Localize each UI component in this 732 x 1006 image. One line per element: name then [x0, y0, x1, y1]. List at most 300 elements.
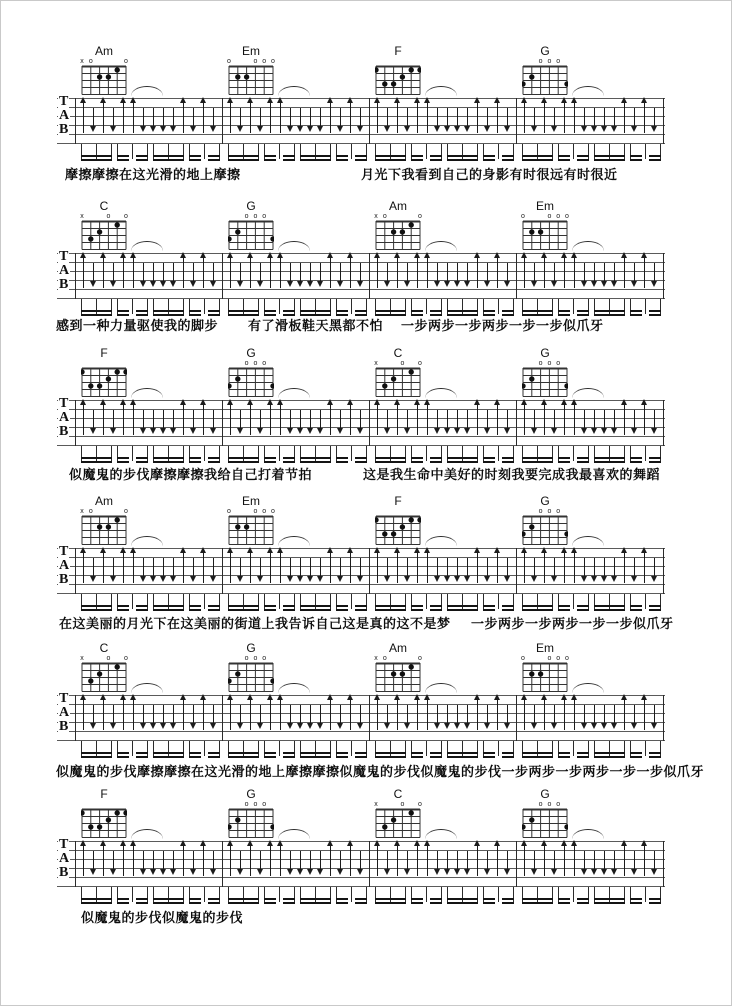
strum-down-arrow — [634, 108, 635, 127]
strum-down-arrow — [407, 851, 408, 870]
chord-open-string-markers — [522, 360, 568, 367]
beam-group — [228, 299, 259, 316]
finger-dot — [409, 222, 414, 227]
strum-down-arrow — [467, 705, 468, 724]
chord-label: F — [394, 494, 402, 508]
strum-down-arrow — [310, 410, 311, 429]
strum-down-arrow — [654, 410, 655, 429]
beam-bar — [117, 457, 129, 460]
slur-arc — [572, 86, 604, 96]
finger-dot — [417, 67, 421, 72]
finger-dot — [529, 74, 534, 79]
strum-up-arrow — [477, 404, 478, 435]
strum-down-arrow — [143, 705, 144, 724]
finger-dot — [391, 671, 396, 676]
beam-bar — [502, 457, 514, 460]
beam-group — [117, 741, 148, 758]
tab-letter: A — [59, 851, 70, 866]
beam-bar — [189, 752, 201, 755]
tab-staff — [57, 249, 665, 299]
strum-up-arrow — [270, 404, 271, 435]
beam-bar — [411, 159, 423, 162]
strum-up-arrow — [103, 699, 104, 730]
chord-diagram — [228, 642, 274, 698]
slur-arc — [425, 388, 457, 398]
strum-up-arrow — [564, 404, 565, 435]
beam-bar — [558, 609, 570, 612]
chord-open-string-markers — [375, 360, 421, 367]
beam-bar — [228, 898, 259, 901]
beam-bar — [153, 310, 184, 313]
strum-down-arrow — [447, 263, 448, 282]
strum-down-arrow — [143, 108, 144, 127]
finger-dot — [375, 67, 379, 72]
finger-dot — [564, 824, 568, 829]
beam-bar — [630, 159, 642, 162]
strum-up-arrow — [270, 102, 271, 133]
finger-dot — [97, 671, 102, 676]
beam-bar — [649, 902, 661, 905]
beam-bar — [153, 605, 184, 608]
beam-group — [483, 887, 514, 904]
strum-up-arrow — [103, 404, 104, 435]
strum-down-arrow — [240, 705, 241, 724]
beam-bar — [649, 159, 661, 162]
strum-down-arrow — [554, 263, 555, 282]
slur-arc — [425, 86, 457, 96]
beam-group — [228, 594, 259, 611]
beam-bar — [264, 159, 276, 162]
strum-down-arrow — [604, 410, 605, 429]
strum-up-arrow — [103, 257, 104, 288]
strum-up-arrow — [270, 257, 271, 288]
strum-up-arrow — [477, 257, 478, 288]
barline — [75, 548, 76, 594]
strum-down-arrow — [614, 410, 615, 429]
strum-down-arrow — [457, 851, 458, 870]
beam-bar — [81, 159, 112, 162]
strum-down-arrow — [153, 558, 154, 577]
lyric-line: 在这美丽的月光下在这美丽的街道上我告诉自己这是真的这不是梦 — [59, 616, 451, 631]
strum-down-arrow — [300, 263, 301, 282]
open-string-marker: o — [382, 655, 387, 662]
beam-bar — [594, 310, 625, 313]
finger-dot — [270, 236, 274, 241]
finger-dot — [522, 81, 526, 86]
chord-label: G — [540, 494, 550, 508]
beam-bar — [153, 756, 184, 759]
strum-down-arrow — [594, 851, 595, 870]
open-string-marker: o — [262, 801, 267, 808]
beam-bar — [264, 609, 276, 612]
beam-bar — [630, 461, 642, 464]
beam-bar — [502, 756, 514, 759]
finger-dot — [97, 824, 102, 829]
slur-arc — [278, 683, 310, 693]
open-string-marker: o — [262, 213, 267, 220]
finger-dot — [228, 678, 232, 683]
strum-down-arrow — [634, 851, 635, 870]
finger-dot — [235, 229, 240, 234]
staff-line — [57, 134, 665, 135]
beam-bar — [375, 457, 406, 460]
strum-down-arrow — [487, 558, 488, 577]
strum-up-arrow — [544, 404, 545, 435]
strum-down-arrow — [320, 410, 321, 429]
chord-open-string-markers — [522, 213, 568, 220]
beam-bar — [594, 756, 625, 759]
beam-bar — [649, 609, 661, 612]
strum-up-arrow — [544, 699, 545, 730]
beam-bar — [136, 898, 148, 901]
beam-bar — [189, 159, 201, 162]
beam-bar — [630, 314, 642, 317]
beam-bar — [558, 902, 570, 905]
strum-down-arrow — [153, 851, 154, 870]
open-string-marker: x — [374, 801, 378, 808]
beam-bar — [355, 756, 367, 759]
barline — [222, 98, 223, 144]
strum-down-arrow — [93, 558, 94, 577]
strum-down-arrow — [507, 558, 508, 577]
beam-bar — [630, 605, 642, 608]
beam-group — [375, 446, 406, 463]
beam-bar — [136, 310, 148, 313]
finger-dot — [115, 517, 120, 522]
open-string-marker: o — [547, 58, 552, 65]
beam-bar — [630, 609, 642, 612]
strum-down-arrow — [437, 108, 438, 127]
strum-down-arrow — [634, 558, 635, 577]
open-string-marker: o — [253, 801, 258, 808]
strum-down-arrow — [584, 558, 585, 577]
strum-up-arrow — [427, 552, 428, 583]
staff-line — [57, 877, 665, 878]
strum-up-arrow — [230, 404, 231, 435]
beam-stem — [279, 594, 280, 609]
tab-letter: T — [59, 249, 69, 264]
beam-stem — [426, 299, 427, 314]
strum-up-arrow — [270, 845, 271, 876]
finger-dot — [228, 824, 232, 829]
beam-bar — [594, 752, 625, 755]
lyric-line: 似魔鬼的步伐摩擦摩擦在这光滑的地上摩擦摩擦似魔鬼的步伐似魔鬼的步伐一步两步一步两步一步一步似爪牙 — [56, 764, 705, 779]
beam-group — [483, 741, 514, 758]
strum-up-arrow — [133, 404, 134, 435]
beam-group — [300, 446, 331, 463]
chord-open-string-markers — [522, 801, 568, 808]
beam-bar — [336, 605, 348, 608]
slur-arc — [425, 536, 457, 546]
beam-stem — [498, 887, 499, 902]
open-string-marker: o — [253, 360, 258, 367]
beam-group — [264, 144, 295, 161]
beam-group — [594, 446, 625, 463]
strum-up-arrow — [203, 552, 204, 583]
strum-up-arrow — [250, 552, 251, 583]
beam-group — [189, 299, 220, 316]
beam-group — [117, 594, 148, 611]
strum-down-arrow — [387, 263, 388, 282]
finger-dot — [270, 678, 274, 683]
chord-grid — [522, 367, 568, 398]
beam-bar — [594, 159, 625, 162]
strum-up-arrow — [644, 845, 645, 876]
slur-arc — [278, 241, 310, 251]
strum-up-arrow — [497, 699, 498, 730]
beam-group — [300, 741, 331, 758]
open-string-marker: o — [124, 655, 128, 662]
strum-down-arrow — [163, 558, 164, 577]
strum-down-arrow — [457, 108, 458, 127]
slur-arc — [131, 388, 163, 398]
strum-up-arrow — [203, 102, 204, 133]
strum-down-arrow — [654, 851, 655, 870]
strum-down-arrow — [360, 705, 361, 724]
beam-bar — [336, 461, 348, 464]
strum-up-arrow — [133, 699, 134, 730]
strum-down-arrow — [310, 263, 311, 282]
lyric-line: 似魔鬼的步伐摩擦摩擦我给自己打着节拍 — [69, 467, 313, 482]
open-string-marker: o — [521, 655, 525, 662]
strum-down-arrow — [487, 263, 488, 282]
beam-group — [375, 741, 406, 758]
beam-bar — [483, 457, 495, 460]
open-string-marker: o — [262, 655, 267, 662]
strum-down-arrow — [467, 851, 468, 870]
beam-bar — [208, 155, 220, 158]
beam-group — [228, 144, 259, 161]
beam-bar — [411, 457, 423, 460]
beam-group — [117, 446, 148, 463]
strum-down-arrow — [193, 410, 194, 429]
open-string-marker: o — [262, 360, 267, 367]
beam-stem — [573, 299, 574, 314]
beam-bar — [558, 159, 570, 162]
finger-dot — [409, 810, 414, 815]
strum-up-arrow — [250, 257, 251, 288]
beam-group — [558, 887, 589, 904]
beam-bar — [411, 902, 423, 905]
strum-up-arrow — [564, 102, 565, 133]
strum-up-arrow — [524, 699, 525, 730]
strum-down-arrow — [320, 851, 321, 870]
beam-bar — [522, 902, 553, 905]
strum-down-arrow — [193, 705, 194, 724]
finger-dot — [375, 517, 379, 522]
beam-bar — [189, 605, 201, 608]
strum-down-arrow — [93, 108, 94, 127]
open-string-marker: o — [556, 360, 561, 367]
beam-bar — [375, 609, 406, 612]
finger-dot — [529, 671, 534, 676]
strum-up-arrow — [250, 404, 251, 435]
slur-arc — [131, 683, 163, 693]
finger-dot — [81, 369, 85, 374]
beam-group — [264, 299, 295, 316]
tab-clef — [58, 692, 72, 742]
beam-bar — [483, 752, 495, 755]
open-string-marker: x — [80, 508, 84, 515]
strum-down-arrow — [153, 263, 154, 282]
strum-up-arrow — [377, 552, 378, 583]
tab-letter: A — [59, 410, 70, 425]
chord-open-string-markers — [522, 58, 568, 65]
beam-bar — [375, 159, 406, 162]
chord-label: G — [246, 199, 256, 213]
beam-bar — [577, 752, 589, 755]
slur-arc — [131, 829, 163, 839]
chord-grid — [522, 65, 568, 96]
strum-down-arrow — [93, 410, 94, 429]
strum-down-arrow — [300, 410, 301, 429]
beam-bar — [283, 756, 295, 759]
chord-label: Em — [536, 199, 554, 213]
strum-up-arrow — [574, 552, 575, 583]
beam-bar — [283, 605, 295, 608]
barline — [516, 695, 517, 741]
beam-bar — [558, 752, 570, 755]
beam-group — [189, 144, 220, 161]
finger-dot — [382, 824, 387, 829]
strum-down-arrow — [407, 108, 408, 127]
beam-stem — [645, 299, 646, 314]
beam-bar — [81, 752, 112, 755]
beam-bar — [594, 461, 625, 464]
chord-grid — [375, 65, 421, 96]
strum-down-arrow — [507, 263, 508, 282]
finger-dot — [391, 531, 396, 536]
open-string-marker: o — [400, 360, 405, 367]
beam-bar — [447, 155, 478, 158]
beam-bar — [136, 159, 148, 162]
finger-dot — [529, 817, 534, 822]
beam-group — [522, 299, 553, 316]
beam-bar — [649, 605, 661, 608]
strum-up-arrow — [203, 257, 204, 288]
strum-down-arrow — [467, 410, 468, 429]
beam-stem — [498, 144, 499, 159]
open-string-marker: o — [227, 58, 231, 65]
strum-down-arrow — [407, 705, 408, 724]
open-string-marker: o — [556, 213, 561, 220]
chord-diagram — [375, 495, 421, 551]
beam-bar — [483, 159, 495, 162]
strum-up-arrow — [497, 845, 498, 876]
strum-up-arrow — [330, 404, 331, 435]
beam-bar — [375, 752, 406, 755]
strum-up-arrow — [377, 257, 378, 288]
beam-stem — [204, 299, 205, 314]
beam-group — [483, 446, 514, 463]
beam-bar — [375, 902, 406, 905]
beam-bar — [447, 756, 478, 759]
finger-dot — [88, 236, 93, 241]
finger-dot — [564, 383, 568, 388]
beam-bar — [649, 461, 661, 464]
beam-bar — [411, 605, 423, 608]
strum-down-arrow — [340, 263, 341, 282]
strum-up-arrow — [574, 699, 575, 730]
beam-bar — [558, 457, 570, 460]
beam-bar — [447, 310, 478, 313]
beam-group — [630, 887, 661, 904]
open-string-marker: o — [521, 213, 525, 220]
tab-letter: T — [59, 544, 69, 559]
strum-down-arrow — [407, 263, 408, 282]
barline — [75, 695, 76, 741]
open-string-marker: o — [253, 655, 258, 662]
strum-down-arrow — [437, 851, 438, 870]
open-string-marker: o — [556, 801, 561, 808]
chord-open-string-markers — [81, 58, 127, 65]
strum-down-arrow — [163, 410, 164, 429]
beam-bar — [283, 902, 295, 905]
tab-staff — [57, 837, 665, 887]
strum-up-arrow — [477, 845, 478, 876]
strum-up-arrow — [230, 845, 231, 876]
strum-down-arrow — [360, 263, 361, 282]
beam-bar — [649, 457, 661, 460]
strum-down-arrow — [173, 263, 174, 282]
strum-up-arrow — [230, 552, 231, 583]
beam-bar — [117, 310, 129, 313]
beam-bar — [577, 756, 589, 759]
barline — [75, 400, 76, 446]
beam-bar — [411, 898, 423, 901]
beam-bar — [502, 752, 514, 755]
beam-bar — [336, 155, 348, 158]
strum-down-arrow — [467, 263, 468, 282]
finger-dot — [235, 671, 240, 676]
beam-bar — [375, 898, 406, 901]
beam-bar — [228, 155, 259, 158]
chord-diagram — [522, 788, 568, 844]
strum-up-arrow — [477, 552, 478, 583]
beam-bar — [577, 155, 589, 158]
strum-down-arrow — [300, 705, 301, 724]
strum-down-arrow — [387, 705, 388, 724]
strum-up-arrow — [397, 404, 398, 435]
finger-dot — [106, 817, 111, 822]
strum-down-arrow — [173, 558, 174, 577]
strum-down-arrow — [614, 705, 615, 724]
strum-down-arrow — [457, 705, 458, 724]
chord-open-string-markers — [81, 801, 127, 808]
strum-down-arrow — [240, 108, 241, 127]
beam-bar — [283, 310, 295, 313]
tab-clef — [58, 250, 72, 300]
beam-stem — [351, 887, 352, 902]
tab-letter: A — [59, 705, 70, 720]
strum-down-arrow — [487, 851, 488, 870]
strum-down-arrow — [554, 410, 555, 429]
beam-group — [336, 741, 367, 758]
open-string-marker: o — [547, 360, 552, 367]
beam-bar — [153, 457, 184, 460]
beam-bar — [649, 310, 661, 313]
finger-dot — [382, 81, 387, 86]
chord-open-string-markers — [375, 508, 421, 515]
beam-bar — [117, 898, 129, 901]
strum-down-arrow — [360, 410, 361, 429]
strum-down-arrow — [507, 851, 508, 870]
beam-bar — [483, 609, 495, 612]
chord-open-string-markers — [228, 508, 274, 515]
strum-down-arrow — [173, 705, 174, 724]
strum-down-arrow — [447, 410, 448, 429]
strum-down-arrow — [213, 851, 214, 870]
